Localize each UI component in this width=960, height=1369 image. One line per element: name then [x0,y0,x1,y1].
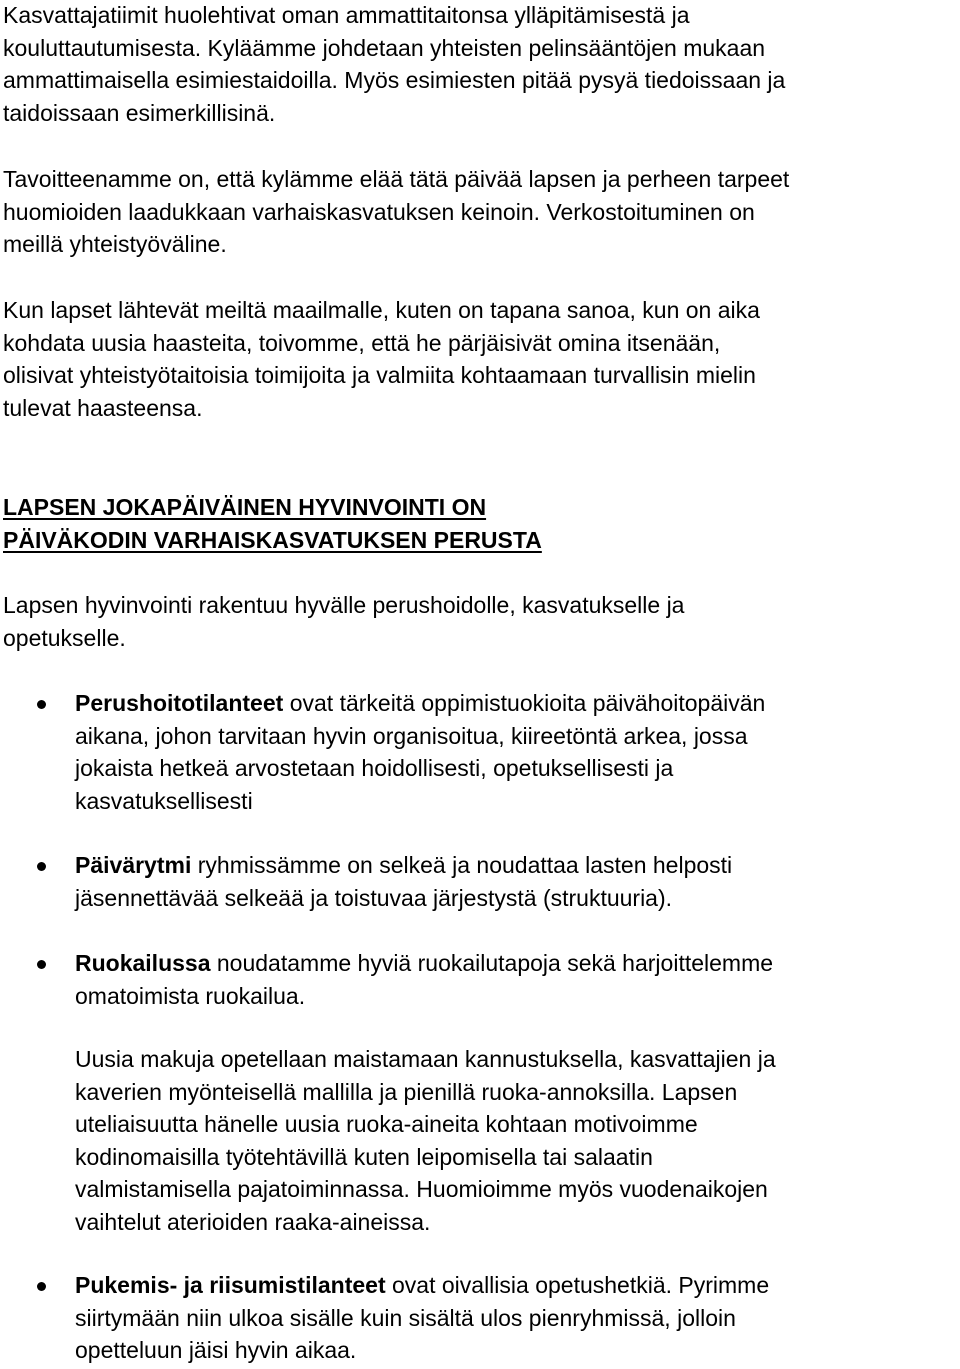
text-line: kasvatuksellisesti [75,787,253,814]
text-line: kohdata uusia haasteita, toivomme, että he pärjäisivät omina itsenään, [3,329,721,356]
text-line: uteliaisuutta hänelle uusia ruoka-aineita kohtaan motivoimme [75,1111,698,1137]
text-line: Kasvattajatiimit huolehtivat oman ammattitaitonsa ylläpitämisestä ja [3,2,690,28]
bullet-icon [37,1282,46,1291]
bullet-icon [37,960,46,969]
text-line: Tavoitteenamme on, että kylämme elää tätä päivää lapsen ja perheen tarpeet [3,166,790,192]
list-item-basic-care [3,687,960,817]
text-segment: ovat oivallisia opetushetkiä. Pyrimme [385,1272,770,1298]
text-line: kaverien myönteisellä mallilla ja pienillä ruoka-annoksilla. Lapsen [75,1078,738,1105]
text-line [75,849,960,882]
text-line: taidoissaan esimerkillisinä. [3,99,276,126]
paragraph-goal [3,163,789,261]
text-line: Lapsen hyvinvointi rakentuu hyvälle perushoidolle, kasvatukselle ja [3,592,685,618]
paragraph-children-leaving [3,294,760,424]
text-line: Uusia makuja opetellaan maistamaan kannustuksella, kasvattajien ja [75,1046,776,1072]
text-line: vaihtelut aterioiden raaka-aineissa. [75,1208,431,1235]
bold-term: Päivärytmi [75,852,192,878]
text-segment: noudatamme hyviä ruokailutapoja sekä harjoittelemme [210,950,774,976]
text-line: Kun lapset lähtevät meiltä maailmalle, kuten on tapana sanoa, kun on aika [3,297,760,323]
text-line: siirtymään niin ulkoa sisälle kuin sisältä ulos pienryhmissä, jolloin [75,1304,736,1331]
bullet-icon [37,862,46,871]
text-line: meillä yhteistyöväline. [3,231,227,257]
text-line: valmistamisella pajatoiminnassa. Huomioimme myös vuodenaikojen [75,1176,768,1202]
heading-line: PÄIVÄKODIN VARHAISKASVATUKSEN PERUSTA [3,526,542,553]
text-line: opetteluun jäisi hyvin aikaa. [75,1337,357,1363]
bullet-icon [37,700,46,709]
paragraph-lead [3,589,684,654]
text-line: jäsennettävää selkeää ja toistuvaa järjestystä (struktuuria). [75,884,673,911]
text-line: kouluttautumisesta. Kyläämme johdetaan yhteisten pelinsääntöjen mukaan [3,34,766,61]
text-line: aikana, johon tarvitaan hyvin organisoitua, kiireetöntä arkea, jossa [75,722,748,749]
bold-term: Ruokailussa [75,950,211,976]
text-line: ammattimaisella esimiestaidoilla. Myös esimiesten pitää pysyä tiedoissaan ja [3,67,786,93]
text-segment: ovat tärkeitä oppimistuokioita päivähoitopäivän [283,690,766,716]
text-line [75,947,960,980]
text-line [75,1269,960,1302]
text-line: opetukselle. [3,624,126,651]
section-heading [3,491,542,556]
text-line [75,687,960,720]
list-item-meals [3,947,960,1012]
list-item-dressing [3,1269,960,1367]
list-item-daily-rhythm [3,849,960,914]
text-line: olisivat yhteistyötaitoisia toimijoita ja valmiita kohtaamaan turvallisin mielin [3,362,756,388]
paragraph-staff-training [3,0,785,129]
text-line: jokaista hetkeä arvostetaan hoidollisesti, opetuksellisesti ja [75,755,674,781]
heading-line: LAPSEN JOKAPÄIVÄINEN HYVINVOINTI ON [3,494,487,520]
paragraph-new-tastes [3,1043,960,1238]
bold-term: Pukemis- ja riisumistilanteet [75,1272,386,1298]
bold-term: Perushoitotilanteet [75,690,284,716]
text-line: omatoimista ruokailua. [75,982,306,1009]
text-line: kodinomaisilla työtehtävillä kuten leipomisella tai salaatin [75,1143,653,1170]
text-line: tulevat haasteensa. [3,394,203,421]
text-segment: ryhmissämme on selkeä ja noudattaa lasten helposti [191,852,733,878]
text-line: huomioiden laadukkaan varhaiskasvatuksen keinoin. Verkostoituminen on [3,198,755,225]
